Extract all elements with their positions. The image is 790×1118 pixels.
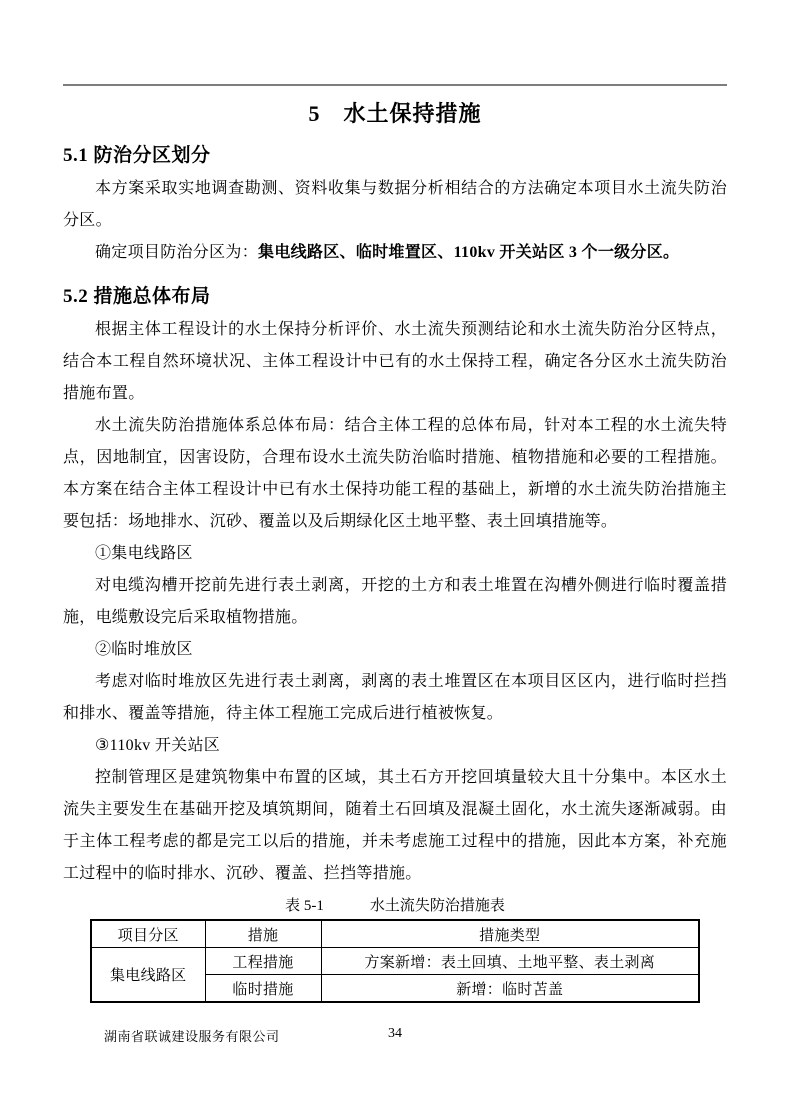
paragraph-layout-basis: 根据主体工程设计的水土保持分析评价、水土流失预测结论和水土流失防治分区特点，结合本工程自然环境状况、主体工程设计中已有的水土保持工程，确定各分区水土流失防治措施布置。: [63, 321, 727, 402]
item-text-switch-station-zone: 控制管理区是建筑物集中布置的区域，其土石方开挖回填量较大且十分集中。本区水土流失主要发生在基础开挖及填筑期间，随着土石回填及混凝土固化，水土流失逐渐减弱。由于主体工程考虑的都是完工以后的措施，并未考虑施工过程中的措施，因此本方案，补充施工过程中的临时排水、沉砂、覆盖、拦挡等措施。: [63, 769, 727, 882]
paragraph-zones: [63, 237, 727, 269]
paragraph-method: 本方案采取实地调查勘测、资料收集与数据分析相结合的方法确定本项目水土流失防治分区。: [63, 180, 727, 229]
table-caption: [63, 895, 727, 917]
page-footer: [63, 1026, 727, 1046]
chapter-title: 5 水土保持措施: [308, 101, 482, 126]
section-heading-5-1: 5.1 防治分区划分: [63, 145, 211, 166]
table-cell-measure-type: 方案新增：表土回填、土地平整、表土剥离: [321, 948, 699, 975]
table-cell-measure: 临时措施: [205, 975, 321, 1003]
item-label-switch-station-zone: ③110kv 开关站区: [95, 737, 221, 754]
item-text-power-line-zone: 对电缆沟槽开挖前先进行表土剥离，开挖的土方和表土堆置在沟槽外侧进行临时覆盖措施，电缆敷设完后采取植物措施。: [63, 577, 727, 626]
table-header-project-zone: 项目分区: [91, 920, 205, 948]
table-header-measure: 措施: [205, 920, 321, 948]
table-header-measure-type: 措施类型: [321, 920, 699, 948]
section-heading-5-2: 5.2 措施总体布局: [63, 286, 211, 307]
paragraph-zones-emphasis: 集电线路区、临时堆置区、110kv 开关站区 3 个一级分区。: [258, 244, 680, 261]
item-text-temp-stack-zone: 考虑对临时堆放区先进行表土剥离，剥离的表土堆置区在本项目区区内，进行临时拦挡和排水、覆盖等措施，待主体工程施工完成后进行植被恢复。: [63, 673, 727, 722]
table-caption-title: 水土流失防治措施表: [369, 898, 505, 914]
table-cell-zone-group: 集电线路区: [91, 948, 205, 1003]
table-cell-measure: 工程措施: [205, 948, 321, 975]
measures-table: [90, 919, 700, 1003]
table-cell-measure-type: 新增：临时苫盖: [321, 975, 699, 1003]
paragraph-zones-prefix: 确定项目防治分区为：: [95, 244, 259, 261]
header-rule: [63, 84, 727, 86]
table-header-row: [91, 920, 699, 948]
footer-page-number: 34: [388, 1026, 402, 1041]
table-caption-label: 表 5-1: [285, 898, 324, 914]
footer-company-name: 湖南省联诚建设服务有限公司: [104, 1029, 280, 1044]
item-label-temp-stack-zone: ②临时堆放区: [95, 641, 193, 658]
item-label-power-line-zone: ①集电线路区: [95, 545, 193, 562]
table-row: [91, 948, 699, 975]
paragraph-measure-system: 水土流失防治措施体系总体布局：结合主体工程的总体布局，针对本工程的水土流失特点，因地制宜，因害设防，合理布设水土流失防治临时措施、植物措施和必要的工程措施。本方案在结合主体工程设计中已有水土保持功能工程的基础上，新增的水土流失防治措施主要包括：场地排水、沉砂、覆盖以及后期绿化区土地平整、表土回填措施等。: [63, 417, 727, 530]
